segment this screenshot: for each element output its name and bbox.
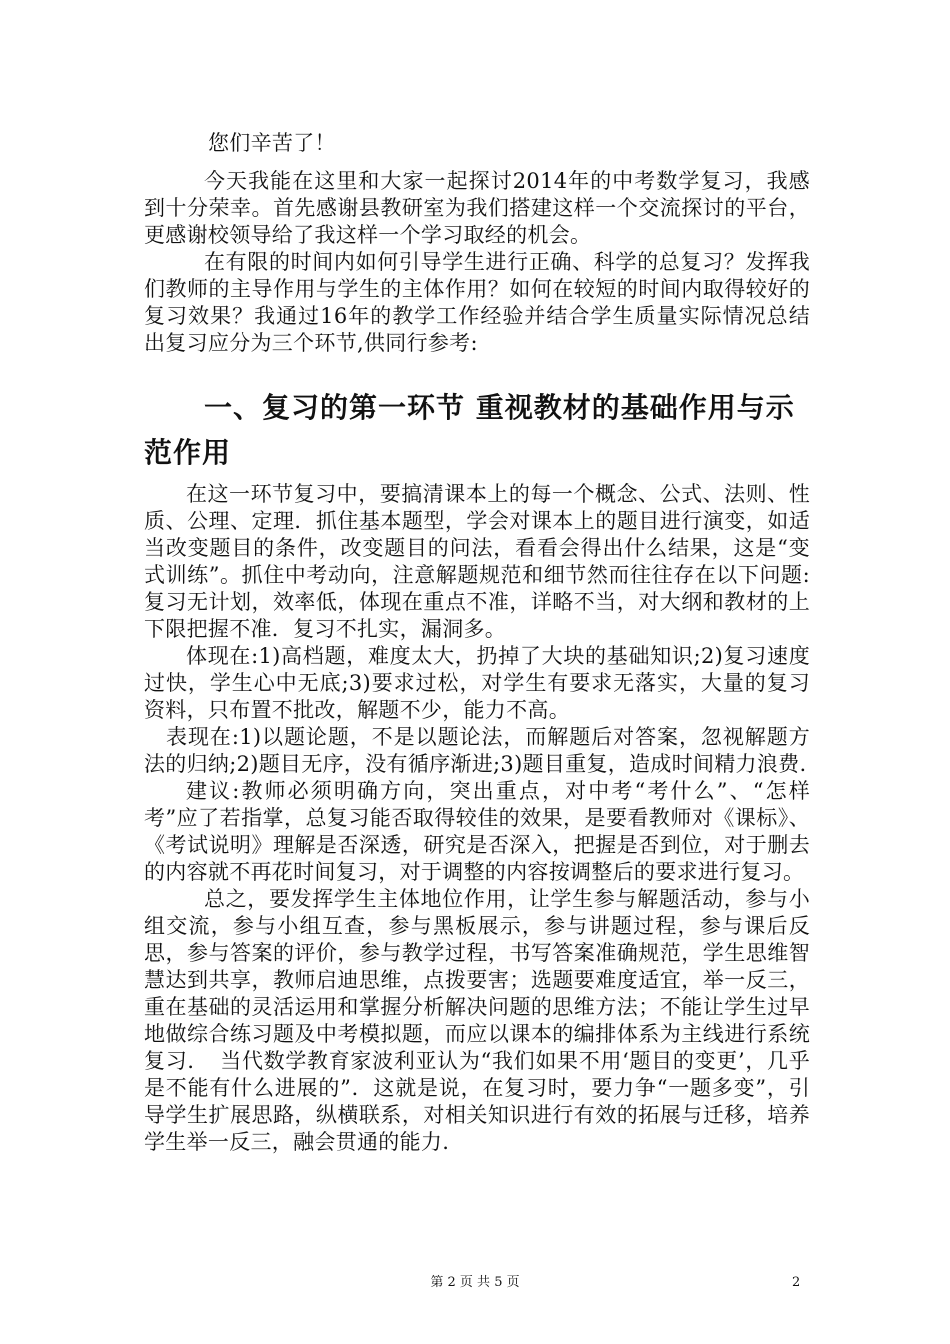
section-paragraph-3: 表现在:1)以题论题，不是以题论法，而解题后对答案，忽视解题方法的归纳;2)题目无序，没有循序渐进;3)题目重复，造成时间精力浪费.: [144, 725, 810, 776]
page-number: 2: [792, 1275, 801, 1290]
greeting-line: 您们辛苦了！: [208, 131, 336, 155]
page-footer-label: 第 2 页 共 5 页: [430, 1275, 520, 1290]
section-paragraph-5: 总之，要发挥学生主体地位作用，让学生参与解题活动，参与小组交流，参与小组互查，参与黑板展示，参与讲题过程，参与课后反思，参与答案的评价，参与教学过程，书写答案准确规范，学生思维智慧达到共享，教师启迪思维，点拨要害；选题要难度适宜，举一反三，重在基础的灵活运用和掌握分析解决问题的思维方法；不能让学生过早地做综合练习题及中考模拟题，而应以课本的编排体系为主线进行系统复习． 当代数学教育家波利亚认为“我们如果不用‘题目的变更’，几乎是不能有什么进展的”．这就是说，在复习时，要力争“一题多变”，引导学生扩展思路，纵横联系，对相关知识进行有效的拓展与迁移，培养学生举一反三，融会贯通的能力.: [144, 887, 810, 1154]
intro-paragraph-1: 今天我能在这里和大家一起探讨2014年的中考数学复习，我感到十分荣幸。首先感谢县教研室为我们搭建这样一个交流探讨的平台，更感谢校领导给了我这样一个学习取经的机会。: [144, 169, 810, 247]
section-paragraph-4: 建议:教师必须明确方向，突出重点，对中考“考什么”、“怎样考”应了若指掌，总复习能否取得较佳的效果，是要看教师对《课标》、《考试说明》理解是否深透，研究是否深入，把握是否到位，对于删去的内容就不再花时间复习，对于调整的内容按调整后的要求进行复习。: [144, 779, 810, 884]
section-heading: 一、复习的第一环节 重视教材的基础作用与示范作用: [144, 391, 795, 469]
section-paragraph-2: 体现在:1)高档题，难度太大，扔掉了大块的基础知识;2)复习速度过快，学生心中无底;3)要求过松，对学生有要求无落实，大量的复习资料，只布置不批改，解题不少，能力不高。: [144, 644, 810, 722]
section-paragraph-1: 在这一环节复习中，要搞清课本上的每一个概念、公式、法则、性质、公理、定理．抓住基本题型，学会对课本上的题目进行演变，如适当改变题目的条件，改变题目的问法，看看会得出什么结果，这是“变式训练”。抓住中考动向，注意解题规范和细节然而往往存在以下问题:复习无计划，效率低，体现在重点不准，详略不当，对大纲和教材的上下限把握不准．复习不扎实，漏洞多。: [144, 482, 810, 641]
document-body: [144, 130, 810, 1156]
intro-paragraph-2: 在有限的时间内如何引导学生进行正确、科学的总复习？发挥我们教师的主导作用与学生的主体作用？如何在较短的时间内取得较好的复习效果？我通过16年的教学工作经验并结合学生质量实际情况总结出复习应分为三个环节,供同行参考:: [144, 250, 810, 355]
